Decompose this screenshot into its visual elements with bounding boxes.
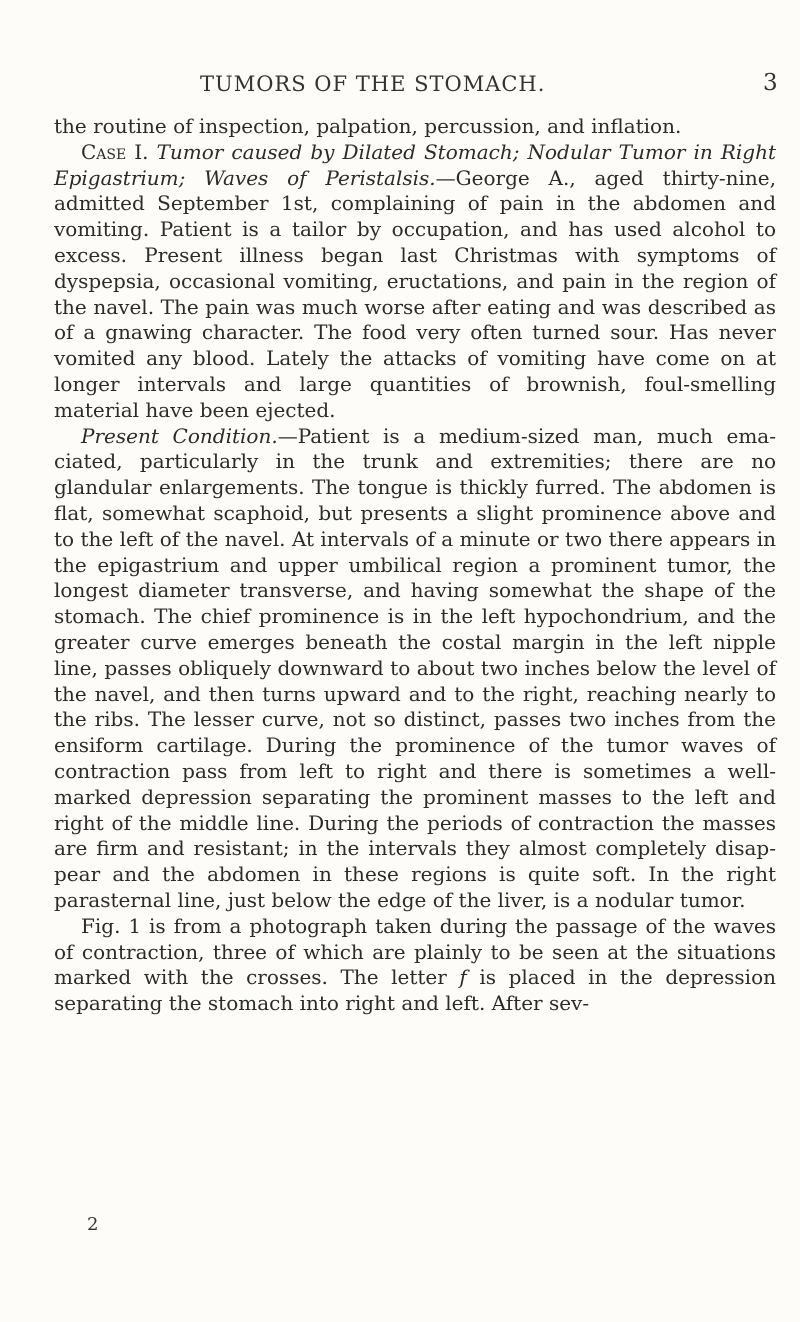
paragraph-condition	[54, 424, 776, 914]
case-body: —George A., aged thirty-nine, admitted September 1st, complaining of pain in the abdomen and vomiting. Patient is a tailor by occupation, and has used alcohol to excess. Present illness began last Christmas with symptoms of dyspepsia, occasional vomiting, eructations, and pain in the region of the navel. The pain was much worse after eating and was described as of a gnawing character. The food very often turned sour. Has never vomited any blood. Lately the attacks of vomiting have come on at longer intervals and large quantities of brownish, foul-smelling material have been ejected.	[54, 165, 776, 422]
body-text	[54, 114, 776, 1017]
signature-mark: 2	[87, 1214, 99, 1235]
condition-label: Present Condition.	[81, 423, 278, 448]
page-number: 3	[763, 70, 778, 96]
condition-body: —Patient is a medium-sized man, much emaciated, particularly in the trunk and extremities; there are no glandular enlargements. The tongue is thickly furred. The abdomen is flat, somewhat scaphoid, but presents a slight prominence above and to the left of the navel. At intervals of a minute or two there appears in the epigastrium and upper umbilical region a prominent tumor, the longest diameter transverse, and having somewhat the shape of the stomach. The chief prominence is in the left hypochondrium, and the greater curve emerges beneath the costal margin in the left nipple line, passes obliquely downward to about two inches below the level of the navel, and then turns upward and to the right, reaching nearly to the ribs. The lesser curve, not so distinct, passes two inches from the ensiform cartilage. During the prominence of the tumor waves of contraction pass from left to right and there is sometimes a well-marked depression separating the prominent masses to the left and right of the middle line. During the periods of contraction the masses are firm and resistant; in the intervals they almost completely disappear and the abdomen in these regions is quite soft. In the right parasternal line, just below the edge of the liver, is a nodular tumor.	[54, 423, 776, 912]
paragraph-intro: the routine of inspection, palpation, percussion, and inflation.	[54, 114, 682, 138]
case-title: Tumor caused by Dilated Stomach; Nodular Tumor in Right Epigastrium; Waves of Peristalsis.	[54, 139, 776, 190]
figure-text-after: is placed in the depression separating the stomach into right and left. After sev-	[54, 965, 777, 1016]
figure-letter: f	[459, 965, 467, 990]
running-title: TUMORS OF THE STOMACH.	[200, 72, 546, 96]
case-label: Case I.	[81, 139, 149, 164]
paragraph-case	[54, 140, 776, 424]
paragraph-figure	[54, 914, 776, 1017]
figure-text-before: Fig. 1 is from a photograph taken during the passage of the waves of contraction, three of which are plainly to be seen at the situations marked with the crosses. The letter	[54, 913, 776, 990]
